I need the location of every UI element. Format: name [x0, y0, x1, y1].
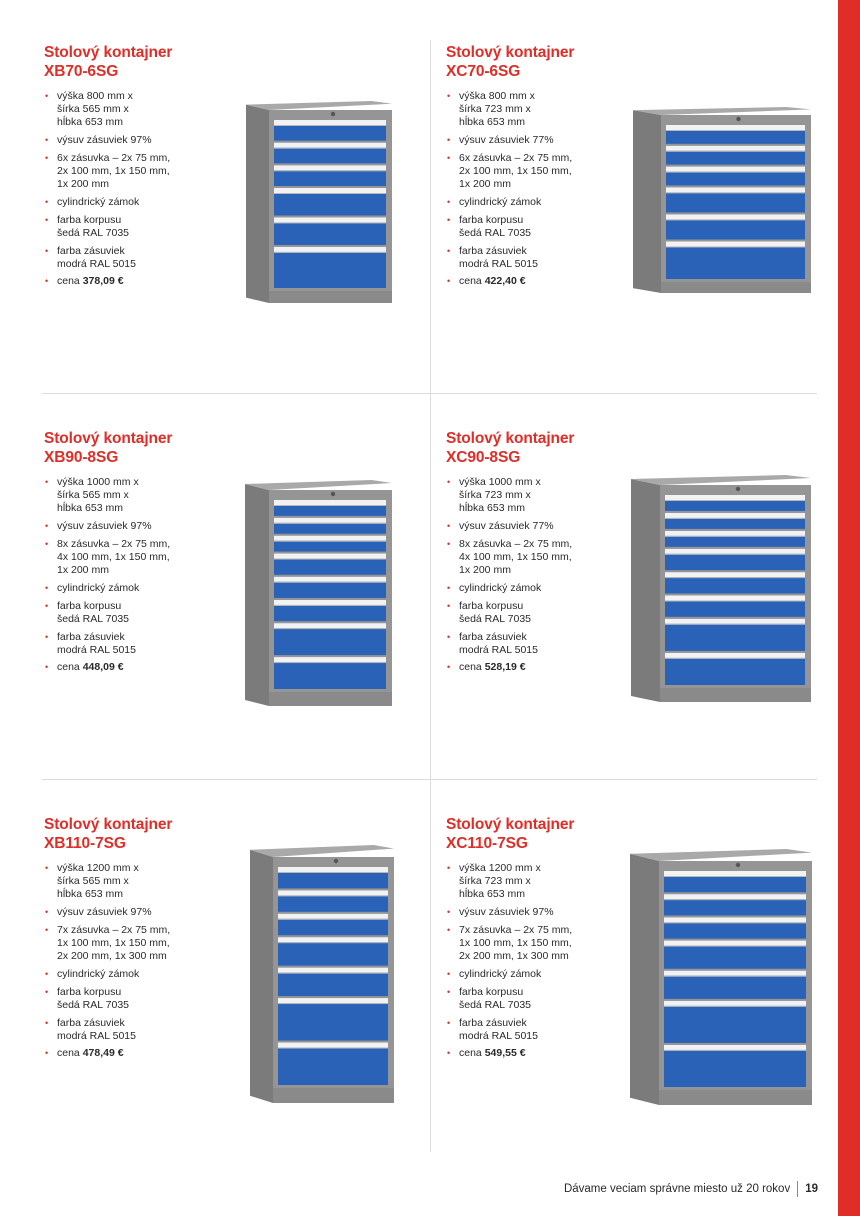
spec-list [446, 476, 646, 679]
product-name: Stolový kontajner [446, 44, 575, 61]
product-code: XB70-6SG [44, 63, 119, 80]
spec-list [446, 90, 646, 293]
spec-drawer-extension: • výsuv zásuviek 97% [44, 520, 244, 533]
product-name: Stolový kontajner [446, 430, 575, 447]
product-title [44, 429, 172, 467]
spec-dimensions: • výška 1200 mm x šírka 565 mm x hĺbka 653 mm [44, 862, 244, 902]
spec-drawer-extension: • výsuv zásuviek 77% [446, 520, 646, 533]
product-title [446, 429, 574, 467]
cabinet-drawing [245, 480, 392, 706]
spec-dimensions: • výška 800 mm x šírka 723 mm x hĺbka 653 mm [446, 90, 646, 130]
spec-price [44, 1047, 244, 1060]
product-name: Stolový kontajner [44, 44, 173, 61]
cabinet-drawing [630, 849, 812, 1105]
product-name: Stolový kontajner [446, 816, 575, 833]
spec-drawers: • 8x zásuvka – 2x 75 mm, 4x 100 mm, 1x 150 mm, 1x 200 mm [44, 538, 244, 578]
cabinet-image [631, 475, 811, 702]
spec-list [446, 862, 646, 1065]
cabinet-image [630, 849, 812, 1105]
spec-drawer-color: • farba zásuviek modrá RAL 5015 [44, 631, 244, 657]
spec-price [446, 661, 646, 674]
spec-body-color: • farba korpusu šedá RAL 7035 [44, 214, 244, 240]
spec-dimensions: • výška 1000 mm x šírka 723 mm x hĺbka 653 mm [446, 476, 646, 516]
spec-drawer-extension: • výsuv zásuviek 77% [446, 134, 646, 147]
column-divider-3 [430, 780, 431, 1152]
spec-price [44, 661, 244, 674]
price-label: cena [57, 661, 80, 674]
cabinet-drawing [633, 107, 811, 293]
price-label: cena [57, 1047, 80, 1060]
spec-dimensions: • výška 1200 mm x šírka 723 mm x hĺbka 653 mm [446, 862, 646, 902]
spec-drawers: • 7x zásuvka – 2x 75 mm, 1x 100 mm, 1x 150 mm, 2x 200 mm, 1x 300 mm [44, 924, 244, 964]
spec-body-color: • farba korpusu šedá RAL 7035 [446, 214, 646, 240]
spec-list [44, 90, 244, 293]
spec-lock: • cylindrický zámok [44, 196, 244, 209]
spec-drawer-extension: • výsuv zásuviek 97% [44, 134, 244, 147]
product-code: XC90-8SG [446, 449, 521, 466]
spec-list [44, 862, 244, 1065]
column-divider-2 [430, 394, 431, 779]
price-label: cena [459, 275, 482, 288]
spec-drawer-color: • farba zásuviek modrá RAL 5015 [44, 245, 244, 271]
price-value: 549,55 € [484, 1047, 526, 1060]
price-label: cena [57, 275, 80, 288]
product-name: Stolový kontajner [44, 816, 173, 833]
price-label: cena [459, 1047, 482, 1060]
footer-separator [797, 1181, 798, 1197]
product-code: XB90-8SG [44, 449, 119, 466]
page-footer [564, 1181, 818, 1197]
product-code: XC70-6SG [446, 63, 521, 80]
product-title [446, 815, 574, 853]
spec-drawer-extension: • výsuv zásuviek 97% [44, 906, 244, 919]
spec-drawer-color: • farba zásuviek modrá RAL 5015 [446, 1017, 646, 1043]
price-value: 378,09 € [82, 275, 124, 288]
price-label: cena [459, 661, 482, 674]
product-title [446, 43, 574, 81]
spec-lock: • cylindrický zámok [446, 582, 646, 595]
spec-price [446, 275, 646, 288]
column-divider-1 [430, 40, 431, 393]
price-value: 422,40 € [484, 275, 526, 288]
spec-price [446, 1047, 646, 1060]
spec-drawers: • 6x zásuvka – 2x 75 mm, 2x 100 mm, 1x 150 mm, 1x 200 mm [446, 152, 646, 192]
spec-lock: • cylindrický zámok [446, 968, 646, 981]
spec-drawer-color: • farba zásuviek modrá RAL 5015 [44, 1017, 244, 1043]
product-code: XB110-7SG [44, 835, 126, 852]
spec-drawers: • 6x zásuvka – 2x 75 mm, 2x 100 mm, 1x 150 mm, 1x 200 mm [44, 152, 244, 192]
cabinet-image [250, 845, 394, 1103]
cabinet-drawing [631, 475, 811, 702]
footer-tagline: Dávame veciam správne miesto už 20 rokov [563, 1183, 791, 1195]
price-value: 448,09 € [82, 661, 124, 674]
spec-dimensions: • výška 1000 mm x šírka 565 mm x hĺbka 653 mm [44, 476, 244, 516]
spec-body-color: • farba korpusu šedá RAL 7035 [44, 600, 244, 626]
spec-lock: • cylindrický zámok [44, 582, 244, 595]
price-value: 528,19 € [484, 661, 526, 674]
cabinet-image [245, 480, 392, 706]
cabinet-image [633, 107, 811, 293]
page-number: 19 [805, 1183, 818, 1195]
spec-drawer-color: • farba zásuviek modrá RAL 5015 [446, 245, 646, 271]
spec-dimensions: • výška 800 mm x šírka 565 mm x hĺbka 653 mm [44, 90, 244, 130]
product-name: Stolový kontajner [44, 430, 173, 447]
product-title [44, 815, 172, 853]
cabinet-drawing [250, 845, 394, 1103]
product-code: XC110-7SG [446, 835, 528, 852]
spec-drawer-color: • farba zásuviek modrá RAL 5015 [446, 631, 646, 657]
product-title [44, 43, 172, 81]
cabinet-drawing [246, 101, 392, 303]
spec-drawers: • 7x zásuvka – 2x 75 mm, 1x 100 mm, 1x 150 mm, 2x 200 mm, 1x 300 mm [446, 924, 646, 964]
spec-drawers: • 8x zásuvka – 2x 75 mm, 4x 100 mm, 1x 150 mm, 1x 200 mm [446, 538, 646, 578]
spec-body-color: • farba korpusu šedá RAL 7035 [44, 986, 244, 1012]
spec-price [44, 275, 244, 288]
price-value: 478,49 € [82, 1047, 124, 1060]
spec-body-color: • farba korpusu šedá RAL 7035 [446, 600, 646, 626]
spec-lock: • cylindrický zámok [44, 968, 244, 981]
cabinet-image [246, 101, 392, 303]
page-edge-red-bar [838, 0, 860, 1216]
spec-list [44, 476, 244, 679]
spec-lock: • cylindrický zámok [446, 196, 646, 209]
spec-drawer-extension: • výsuv zásuviek 97% [446, 906, 646, 919]
spec-body-color: • farba korpusu šedá RAL 7035 [446, 986, 646, 1012]
